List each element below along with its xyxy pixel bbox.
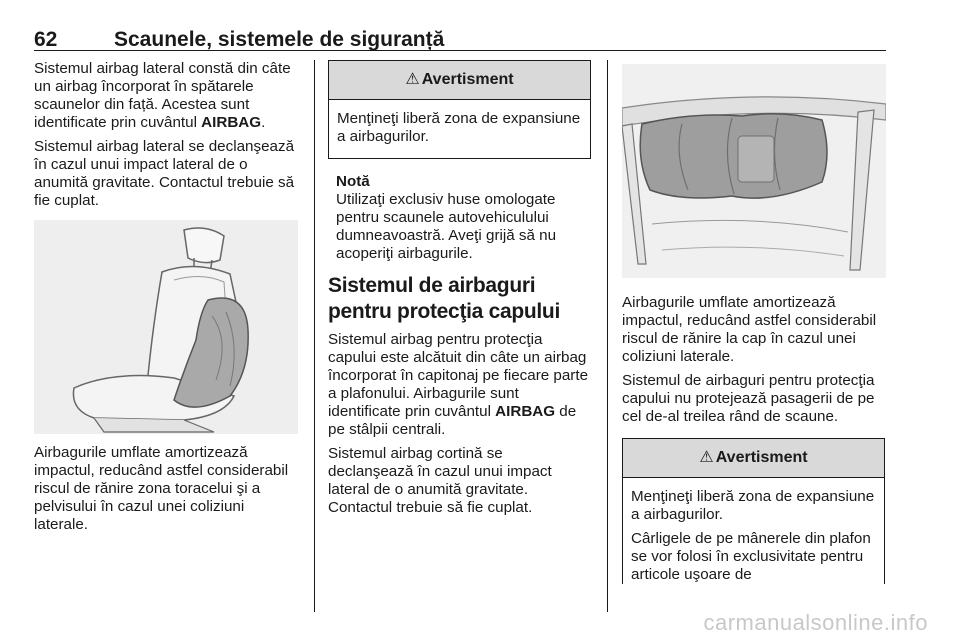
warning-title: Avertisment xyxy=(421,71,514,88)
note-title: Notă xyxy=(336,173,370,190)
note-box xyxy=(336,173,592,263)
warning-triangle-icon: ⚠ xyxy=(405,71,420,88)
warning-box xyxy=(328,60,591,159)
seat-airbag-caption: Airbagurile umflate amortizează impactul, reducând astfel considerabil riscul de rănire zona toracelui şi a pelvisului în cazul unei coliziuni laterale. xyxy=(34,444,289,533)
warning-text: Menţineţi liberă zona de expansiune a airbagurilor. xyxy=(337,110,581,145)
side-airbag-deploy: Sistemul airbag lateral se declanşează în cazul unui impact lateral de o anumită gravitate. Contactul trebuie să fie cuplat. xyxy=(34,138,295,209)
note-text: Utilizaţi exclusiv huse omologate pentru scaunele autovehiculului dumneavoastră. Aveţi grijă să nu acoperiţi airbagurile. xyxy=(336,191,557,262)
watermark: carmanualsonline.info xyxy=(703,610,928,635)
column-middle xyxy=(328,60,592,523)
warning-triangle-icon: ⚠ xyxy=(699,449,714,466)
warning-header xyxy=(329,61,590,100)
curtain-airbag-illustration xyxy=(622,64,886,278)
warning-text-2b: Cârligele de pe mânerele din plafon se vor folosi în exclusivitate pentru articole uşoare de xyxy=(631,530,871,583)
curtain-airbag-caption: Airbagurile umflate amortizează impactul, reducând astfel considerabil riscul de rănire la cap în cazul unei coliziuni laterale. xyxy=(622,294,877,365)
side-airbag-intro: Sistemul airbag lateral constă din câte un airbag încorporat în spătarele scaunelor din față. Acestea sunt identificate prin cuvântul AIRBAG. xyxy=(34,60,291,131)
page-number: 62 xyxy=(34,28,58,51)
third-row-note: Sistemul de airbaguri pentru protecţia capului nu protejează pasagerii de pe cel de-al treilea rând de scaune. xyxy=(622,372,875,425)
column-left xyxy=(34,60,298,540)
warning-box-2 xyxy=(622,438,885,584)
curtain-airbag-deploy: Sistemul airbag cortină se declanşează în cazul unui impact lateral de o anumită gravitate. Contactul trebuie să fie cuplat. xyxy=(328,445,552,516)
chapter-title: Scaunele, sistemele de siguranță xyxy=(114,28,445,51)
column-divider xyxy=(314,60,315,612)
warning-header-2 xyxy=(623,439,884,478)
seat-airbag-illustration xyxy=(34,220,298,434)
page-header xyxy=(34,6,886,51)
column-right xyxy=(622,60,888,584)
warning-title-2: Avertisment xyxy=(715,449,808,466)
head-airbag-intro: Sistemul airbag pentru protecţia capului este alcătuit din câte un airbag încorporat în capitonaj pe fiecare parte a plafonului. Airbagurile sunt identificate prin cuvântul AIRBAG de pe stâlpii centrali. xyxy=(328,331,589,438)
section-title: Sistemul de airbaguri pentru protecţia capului xyxy=(328,274,560,323)
column-divider xyxy=(607,60,608,612)
warning-text-2a: Menţineţi liberă zona de expansiune a airbagurilor. xyxy=(631,488,875,523)
